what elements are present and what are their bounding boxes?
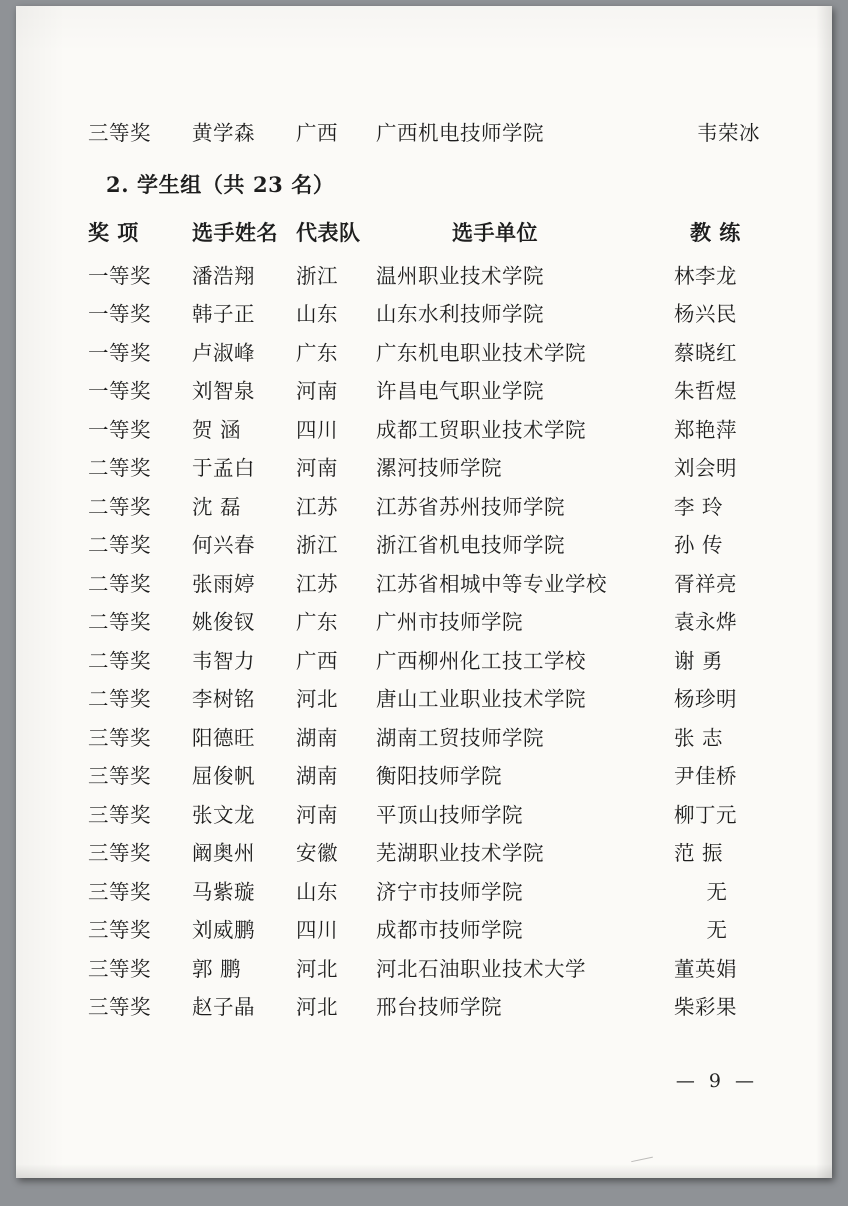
award-cell: 一等奖: [88, 379, 151, 403]
section-title: 2. 学生组（共 23 名）: [106, 171, 335, 197]
team-cell: 广东: [296, 340, 338, 365]
coach-name: 董英娟: [674, 956, 737, 981]
coach-cell: [656, 295, 760, 334]
player-name-cell: 姚俊钗: [192, 610, 255, 634]
coach-cell: [656, 565, 760, 604]
table-row: [88, 911, 760, 950]
table-row: [88, 565, 760, 604]
award-cell: 一等奖: [88, 263, 151, 288]
coach-cell: [656, 526, 760, 565]
team-cell: 山东: [296, 302, 338, 326]
player-name-cell: 潘浩翔: [192, 263, 255, 288]
player-name-cell: 黄学森: [192, 121, 255, 145]
award-cell: 二等奖: [88, 456, 151, 480]
unit-cell: 济宁市技师学院: [376, 879, 523, 904]
coach-cell: [656, 642, 760, 681]
column-header-award-label: 奖 项: [88, 219, 139, 245]
table-row: [88, 680, 760, 719]
table-row: [88, 642, 760, 681]
award-cell: 三等奖: [88, 841, 151, 865]
team-cell: 湖南: [296, 764, 338, 788]
results-table-body: [88, 257, 760, 1027]
unit-cell: 湖南工贸技师学院: [376, 725, 544, 750]
unit-cell: 广州市技师学院: [376, 610, 523, 634]
player-name-cell: 卢淑峰: [192, 340, 255, 365]
coach-name: 郑艳萍: [674, 417, 737, 442]
player-name-cell: 韩子正: [192, 302, 255, 326]
coach-cell: [656, 873, 760, 912]
team-cell: 江苏: [296, 494, 338, 519]
team-cell: 河北: [296, 956, 338, 981]
table-row: [88, 488, 760, 527]
coach-name: 尹佳桥: [674, 764, 737, 788]
player-name-cell: 何兴春: [192, 533, 255, 557]
coach-cell: [656, 950, 760, 989]
coach-cell: [656, 719, 760, 758]
team-cell: 江苏: [296, 571, 338, 596]
team-cell: 浙江: [296, 533, 338, 557]
coach-name: 杨兴民: [674, 302, 737, 326]
unit-cell: 广西柳州化工技工学校: [376, 648, 586, 673]
coach-cell: [656, 603, 760, 642]
unit-cell: 浙江省机电技师学院: [376, 533, 565, 557]
unit-cell: 成都市技师学院: [376, 918, 523, 942]
unit-cell: 平顶山技师学院: [376, 802, 523, 827]
award-cell: 三等奖: [88, 725, 151, 750]
player-name-cell: 张雨婷: [192, 571, 255, 596]
player-name-cell: 赵子晶: [192, 995, 255, 1019]
coach-name: 刘会明: [674, 456, 737, 480]
unit-cell: 江苏省苏州技师学院: [376, 494, 565, 519]
table-row: [88, 873, 760, 912]
team-cell: 河南: [296, 379, 338, 403]
coach-name: 蔡晓红: [674, 340, 737, 365]
award-cell: 三等奖: [88, 764, 151, 788]
player-name-cell: 阚奥州: [192, 841, 255, 865]
page-number-right-dash: —: [735, 1070, 758, 1092]
page-number-value: 9: [708, 1070, 725, 1092]
table-row: [88, 526, 760, 565]
unit-cell: 温州职业技术学院: [376, 263, 544, 288]
coach-cell: [656, 757, 760, 796]
coach-cell: [656, 680, 760, 719]
player-name-cell: 刘智泉: [192, 379, 255, 403]
award-cell: 三等奖: [88, 802, 151, 827]
team-cell: 河北: [296, 687, 338, 711]
unit-cell: 许昌电气职业学院: [376, 379, 544, 403]
unit-cell: 漯河技师学院: [376, 456, 502, 480]
column-header-coach-label: 教 练: [690, 219, 741, 245]
table-row: [88, 988, 760, 1027]
player-name-cell: 张文龙: [192, 802, 255, 827]
column-header-name: 选手姓名: [192, 219, 278, 245]
column-header-award: [88, 211, 192, 255]
team-cell: 河南: [296, 456, 338, 480]
team-cell: 湖南: [296, 725, 338, 750]
table-row: [88, 603, 760, 642]
award-cell: 二等奖: [88, 610, 151, 634]
table-row: [88, 757, 760, 796]
award-cell: 三等奖: [88, 121, 151, 145]
award-cell: 三等奖: [88, 956, 151, 981]
unit-cell: 唐山工业职业技术学院: [376, 687, 586, 711]
team-cell: 浙江: [296, 263, 338, 288]
table-row: [88, 411, 760, 450]
unit-cell: 成都工贸职业技术学院: [376, 417, 586, 442]
award-cell: 三等奖: [88, 879, 151, 904]
coach-cell: [656, 988, 760, 1027]
coach-name: 袁永烨: [674, 610, 737, 634]
coach-cell: [656, 911, 760, 950]
coach-cell: 韦荣冰: [697, 121, 760, 145]
unit-cell: 邢台技师学院: [376, 995, 502, 1019]
team-cell: 四川: [296, 417, 338, 442]
coach-name: 朱哲煜: [674, 379, 737, 403]
coach-name: 林李龙: [674, 263, 737, 288]
player-name-cell: 马紫璇: [192, 879, 255, 904]
coach-cell: [656, 372, 760, 411]
team-cell: 河南: [296, 802, 338, 827]
coach-name: 无: [706, 879, 728, 904]
coach-cell: [656, 257, 760, 296]
table-row: [88, 796, 760, 835]
team-cell: 四川: [296, 918, 338, 942]
player-name-cell: 于孟白: [192, 456, 255, 480]
team-cell: 广西: [296, 648, 338, 673]
coach-name: 胥祥亮: [674, 571, 737, 596]
award-cell: 一等奖: [88, 302, 151, 326]
player-name-cell: 郭 鹏: [192, 956, 242, 981]
coach-name: 李 玲: [674, 494, 724, 519]
unit-cell: 山东水利技师学院: [376, 302, 544, 326]
team-cell: 河北: [296, 995, 338, 1019]
table-row: [88, 449, 760, 488]
coach-name: 谢 勇: [674, 648, 724, 673]
table-row: [88, 295, 760, 334]
team-cell: 安徽: [296, 841, 338, 865]
coach-name: 柴彩果: [674, 995, 737, 1019]
award-cell: 二等奖: [88, 571, 151, 596]
coach-name: 孙 传: [674, 533, 724, 557]
award-cell: 二等奖: [88, 687, 151, 711]
page-content: [88, 114, 760, 1027]
column-header-unit: 选手单位: [452, 219, 538, 245]
coach-name: 柳丁元: [674, 802, 737, 827]
player-name-cell: 沈 磊: [192, 494, 242, 519]
table-row: [88, 334, 760, 373]
award-cell: 一等奖: [88, 340, 151, 365]
player-name-cell: 阳德旺: [192, 725, 255, 750]
unit-cell: 广东机电职业技术学院: [376, 340, 586, 365]
table-row: [88, 372, 760, 411]
award-cell: 二等奖: [88, 533, 151, 557]
coach-name: 范 振: [674, 841, 724, 865]
column-header-team: 代表队: [296, 219, 361, 245]
unit-cell: 芜湖职业技术学院: [376, 841, 544, 865]
unit-cell: 河北石油职业技术大学: [376, 956, 586, 981]
table-row: [88, 834, 760, 873]
table-header-row: [88, 211, 760, 255]
table-row: [88, 257, 760, 296]
coach-cell: [656, 488, 760, 527]
page-number: [676, 1070, 758, 1092]
coach-name: 杨珍明: [674, 687, 737, 711]
coach-cell: [656, 796, 760, 835]
unit-cell: 广西机电技师学院: [376, 121, 544, 145]
award-cell: 一等奖: [88, 417, 151, 442]
coach-cell: [656, 411, 760, 450]
player-name-cell: 贺 涵: [192, 417, 242, 442]
team-cell: 广西: [296, 121, 338, 145]
player-name-cell: 韦智力: [192, 648, 255, 673]
award-cell: 二等奖: [88, 648, 151, 673]
team-cell: 山东: [296, 879, 338, 904]
player-name-cell: 屈俊帆: [192, 764, 255, 788]
coach-cell: [656, 334, 760, 373]
player-name-cell: 刘威鹏: [192, 918, 255, 942]
coach-name: 张 志: [674, 725, 724, 750]
table-row: [88, 114, 760, 153]
team-cell: 广东: [296, 610, 338, 634]
unit-cell: 衡阳技师学院: [376, 764, 502, 788]
page-number-left-dash: —: [675, 1070, 699, 1092]
table-row: [88, 950, 760, 989]
document-page: [16, 6, 832, 1178]
award-cell: 三等奖: [88, 918, 151, 942]
award-cell: 二等奖: [88, 494, 151, 519]
coach-cell: [656, 449, 760, 488]
unit-cell: 江苏省相城中等专业学校: [376, 571, 607, 596]
coach-cell: [656, 834, 760, 873]
column-header-coach: [656, 211, 760, 255]
table-row: [88, 719, 760, 758]
player-name-cell: 李树铭: [192, 687, 255, 711]
coach-name: 无: [706, 918, 728, 942]
award-cell: 三等奖: [88, 995, 151, 1019]
